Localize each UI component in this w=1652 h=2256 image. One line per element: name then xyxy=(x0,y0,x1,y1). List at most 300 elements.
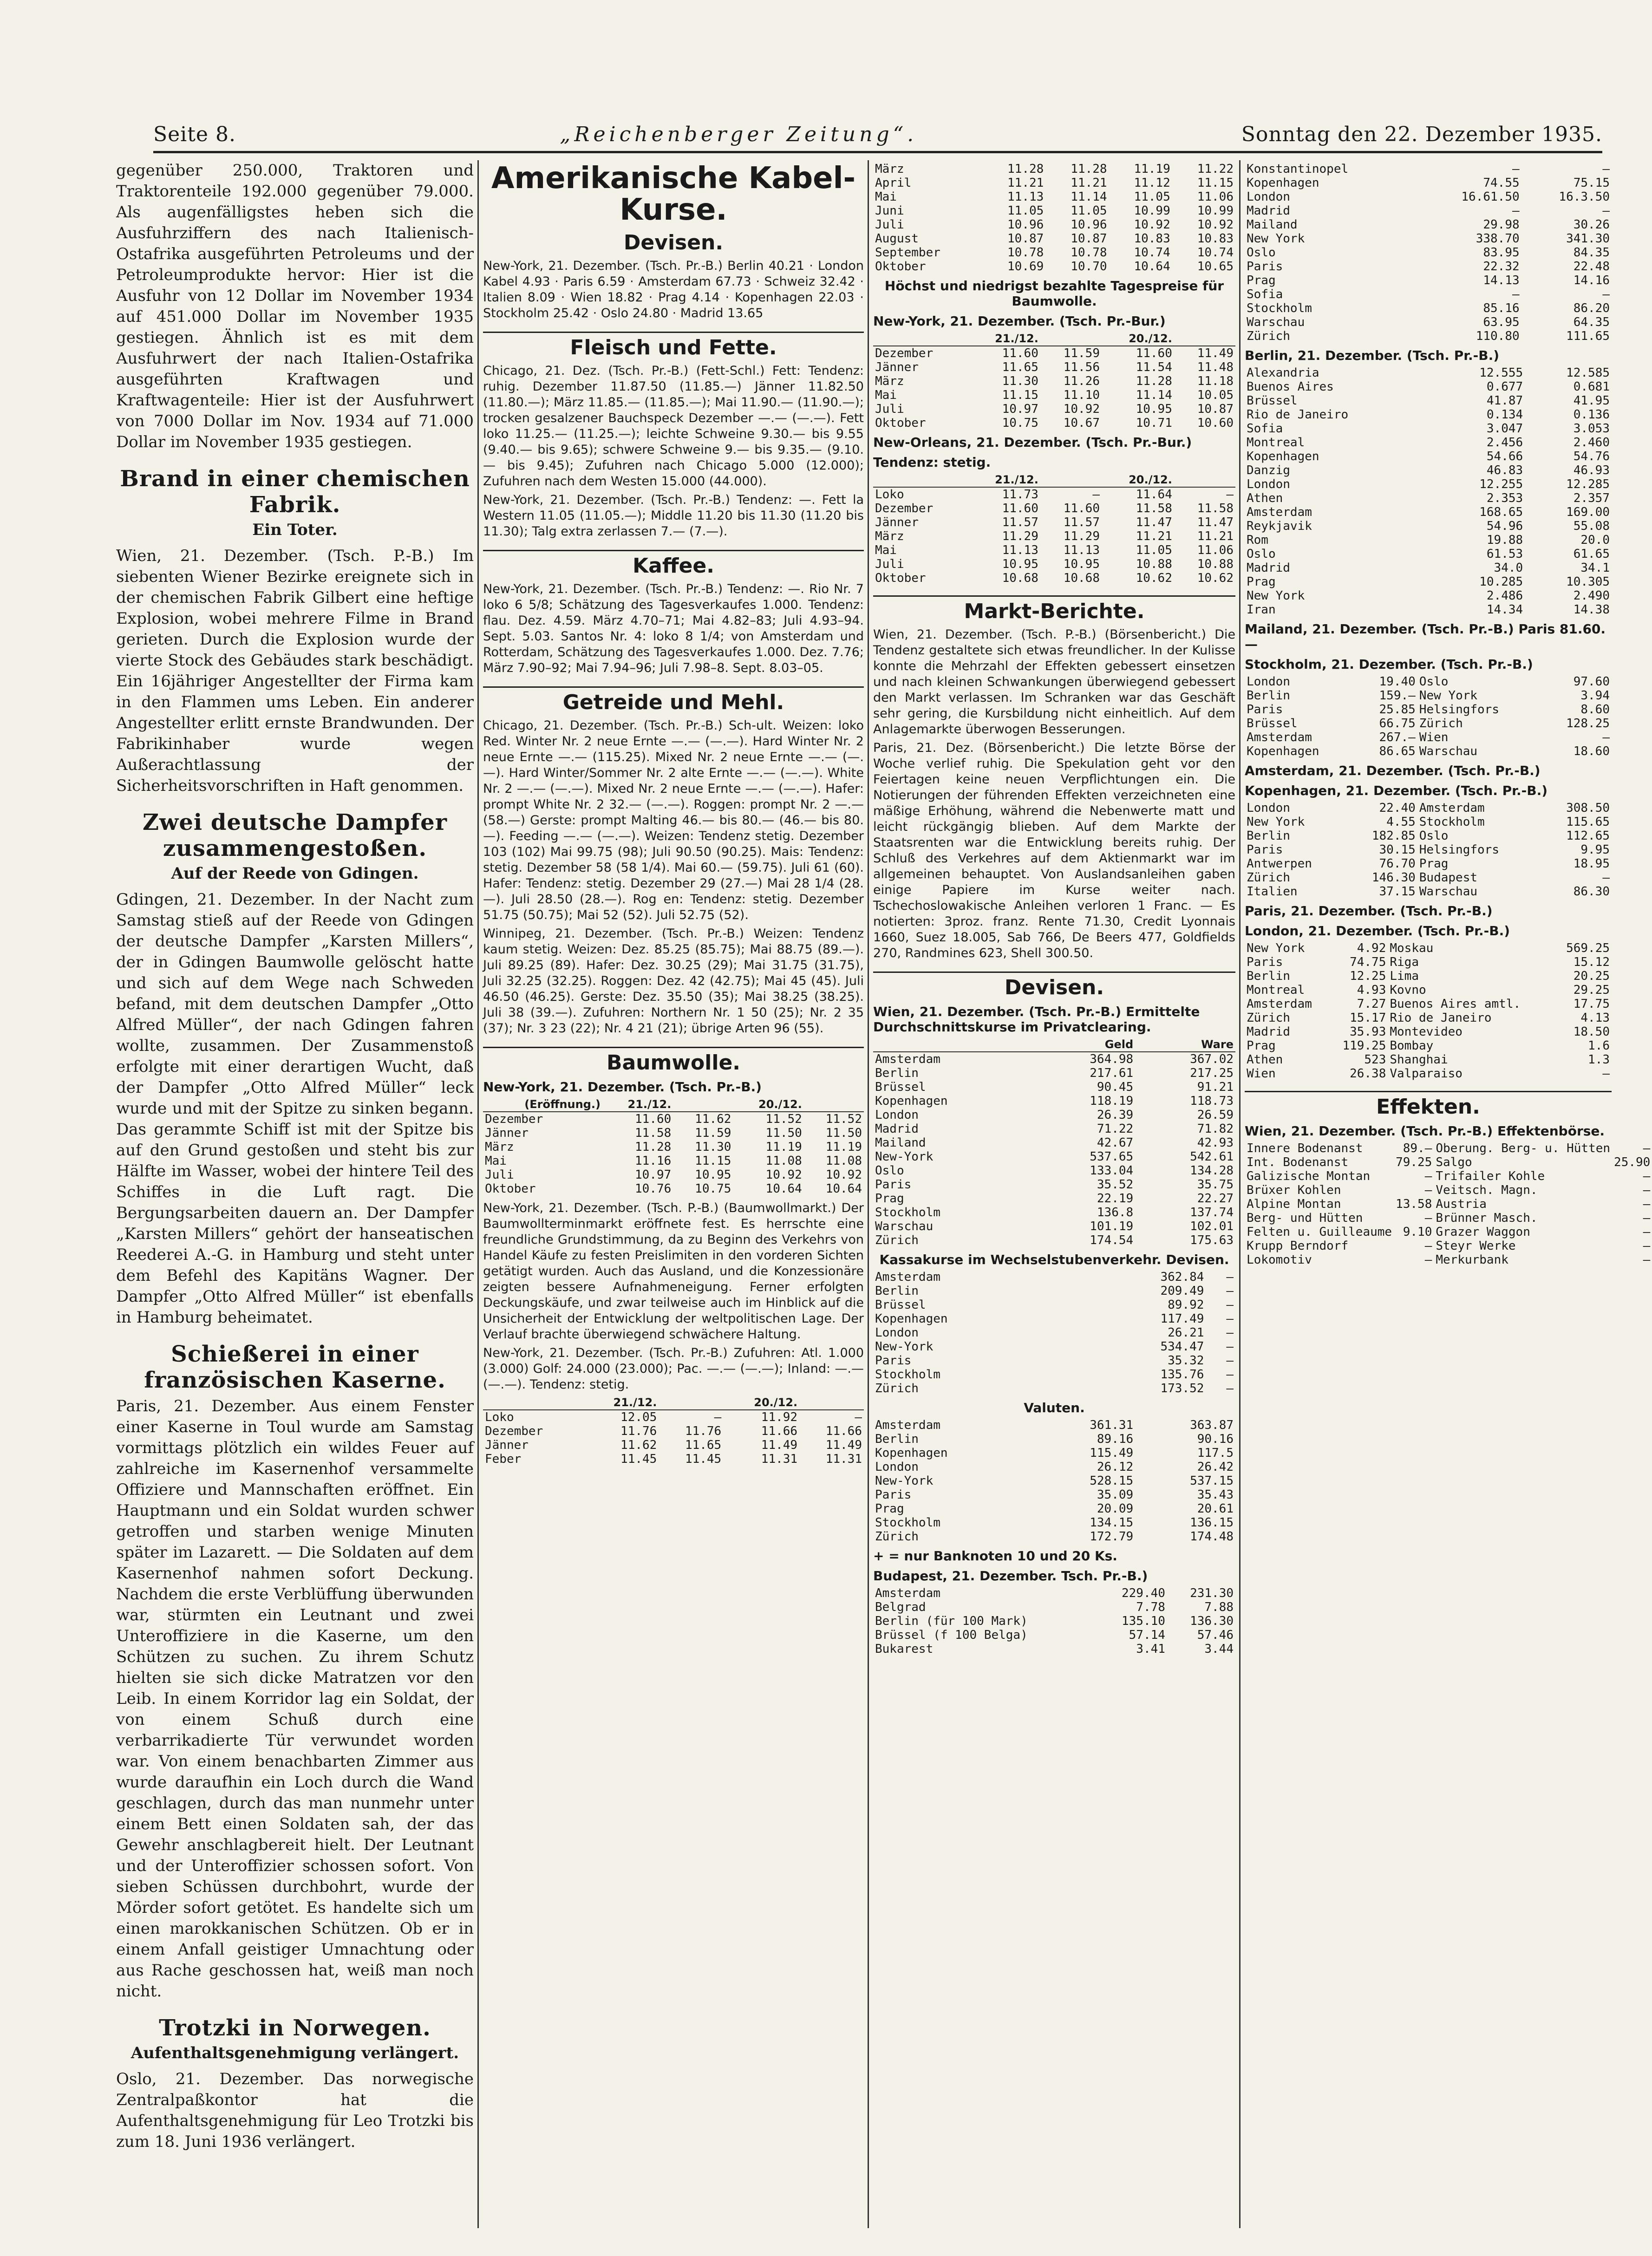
table-row xyxy=(1245,1183,1652,1197)
quote-value: 308.50 xyxy=(1566,801,1610,815)
quote-value: — xyxy=(855,1410,862,1424)
quote-value: 11.28 xyxy=(1071,162,1107,176)
quote-value: 14.38 xyxy=(1573,603,1610,617)
quote-value: 0.677 xyxy=(1486,380,1523,394)
quote-value: 11.58 xyxy=(635,1126,672,1140)
quote-value: 11.73 xyxy=(1002,488,1038,502)
quote-value: 11.14 xyxy=(1136,388,1172,402)
row-label: Madrid xyxy=(875,1122,919,1136)
table-row xyxy=(873,1298,1235,1312)
row-label: Madrid xyxy=(1247,204,1290,218)
quote-value: 11.60 xyxy=(1002,346,1038,360)
row-label: Kopenhagen xyxy=(1247,176,1319,190)
quote-value: 136.30 xyxy=(1190,1614,1234,1628)
table-row xyxy=(1245,744,1612,758)
row-label: Bukarest xyxy=(875,1642,934,1656)
row-label: London xyxy=(875,1326,919,1340)
column-header: 21./12. xyxy=(968,332,1040,346)
row-label: Madrid xyxy=(1247,1025,1290,1039)
quote-value: 11.50 xyxy=(825,1126,862,1140)
quote-value: 10.76 xyxy=(635,1182,672,1196)
quote-value: 0.136 xyxy=(1573,408,1610,422)
table-row xyxy=(1245,329,1612,343)
quote-value: 14.13 xyxy=(1483,274,1520,287)
section-markt: Markt-Berichte. xyxy=(873,595,1235,623)
row-label: Berg- und Hütten xyxy=(1247,1211,1363,1225)
row-label: Mailand xyxy=(1247,218,1298,232)
row-label: Zürich xyxy=(875,1530,919,1544)
quote-value: 174.54 xyxy=(1090,1233,1134,1247)
row-label: Juli xyxy=(875,402,904,416)
row-label: Warschau xyxy=(875,1219,934,1233)
row-label: Madrid xyxy=(1247,561,1290,575)
quote-value: 267.— xyxy=(1379,730,1416,744)
table-row xyxy=(873,388,1235,402)
table-row xyxy=(873,1178,1235,1192)
table-row xyxy=(873,1312,1235,1326)
column-header xyxy=(659,1395,723,1410)
table-row xyxy=(1245,519,1612,533)
quote-value: 11.06 xyxy=(1197,190,1234,204)
table-row xyxy=(873,502,1235,515)
quote-value: 11.49 xyxy=(825,1438,862,1452)
quote-value: 523 xyxy=(1364,1053,1386,1067)
quote-value: 11.60 xyxy=(635,1112,672,1126)
quote-value: 10.92 xyxy=(765,1168,802,1182)
quote-value: 117.49 xyxy=(1160,1312,1204,1326)
baumwolle-zufuhren: New-York, 21. Dezember. (Tsch. Pr.-B.) Zufuhren: Atl. 1.000 (3.000) Golf: 24.000 (23.000); Pac. —.— (—.—); Inland: —.— (—.—). Tendenz: stetig. xyxy=(483,1346,864,1392)
row-label: New York xyxy=(1247,941,1305,955)
row-label: Zürich xyxy=(1247,871,1290,885)
quote-value: 9.95 xyxy=(1580,843,1610,857)
table-row xyxy=(1245,162,1612,176)
row-label: Innere Bodenanst xyxy=(1247,1141,1363,1155)
table-row xyxy=(1245,829,1612,843)
quote-value: 2.357 xyxy=(1573,491,1610,505)
table-row xyxy=(1245,689,1612,703)
quote-value: 55.08 xyxy=(1573,519,1610,533)
quote-value: 18.95 xyxy=(1573,857,1610,871)
column-cable-rates xyxy=(483,160,864,2228)
row-label: London xyxy=(1247,675,1290,689)
quote-value: 46.83 xyxy=(1486,463,1523,477)
quote-value: 10.78 xyxy=(1007,246,1044,260)
valuten-table xyxy=(873,1418,1235,1544)
row-label: Jänner xyxy=(485,1438,529,1452)
row-label: Galizische Montan xyxy=(1247,1169,1371,1183)
table-row xyxy=(873,218,1235,232)
quote-value: 57.46 xyxy=(1197,1628,1234,1642)
quote-value: 63.95 xyxy=(1483,315,1520,329)
table-row xyxy=(873,260,1235,274)
ny-cotton-table xyxy=(873,332,1235,430)
quote-value: 11.13 xyxy=(1007,190,1044,204)
column-header xyxy=(873,473,968,487)
table-row xyxy=(1245,477,1612,491)
column-header: 21./12. xyxy=(968,473,1040,487)
quote-value: — xyxy=(1226,1340,1234,1354)
table-row xyxy=(1245,436,1612,450)
newspaper-title: „Reichenberger Zeitung“. xyxy=(560,123,918,146)
quote-value: 2.456 xyxy=(1486,436,1523,450)
quote-value: 134.28 xyxy=(1190,1164,1234,1178)
row-label: September xyxy=(875,246,940,260)
quote-value: 46.93 xyxy=(1573,463,1610,477)
table-row xyxy=(1245,603,1612,617)
quote-value: 172.79 xyxy=(1090,1530,1134,1544)
table-row xyxy=(1245,561,1612,575)
quote-value: 10.78 xyxy=(1071,246,1107,260)
quote-value: 112.65 xyxy=(1566,829,1610,843)
row-label: New York xyxy=(1247,589,1305,603)
article-body-fire: Wien, 21. Dezember. (Tsch. P.-B.) Im siebenten Wiener Bezirke ereignete sich in der chemischen Fabrik Gilbert eine heftige Explosion, wobei mehrere Filme in Brand gerieten. Durch die Explosion wurde der vierte Stock des Gebäudes stark beschädigt. Ein 16jähriger Angestellter der Firma kam in den Flammen ums Leben. Ein anderer Angestellter erlitt ernste Brandwunden. Der Fabrikinhaber wurde wegen Außerachtlassung der Sicherheitsvorschriften in Haft genommen. xyxy=(116,547,474,795)
quote-value: 19.88 xyxy=(1486,533,1523,547)
article-title-trotzki: Trotzki in Norwegen. xyxy=(159,2015,431,2041)
row-label: Veitsch. Magn. xyxy=(1436,1183,1538,1197)
row-label: Brüssel xyxy=(875,1080,926,1094)
quote-value: 1.6 xyxy=(1588,1039,1610,1053)
quote-value: 11.60 xyxy=(1063,502,1100,515)
quote-value: 90.45 xyxy=(1097,1080,1134,1094)
row-label: Dezember xyxy=(875,346,934,360)
quote-value: 11.48 xyxy=(1197,360,1234,374)
row-label: New York xyxy=(1419,689,1478,703)
quote-value: 10.87 xyxy=(1071,232,1107,246)
table-row xyxy=(873,1219,1235,1233)
table-row xyxy=(1245,190,1612,204)
quote-value: 364.98 xyxy=(1090,1052,1134,1066)
quote-value: 11.28 xyxy=(1136,374,1172,388)
quote-value: 11.15 xyxy=(1197,176,1234,190)
quote-value: 11.19 xyxy=(825,1140,862,1154)
table-row xyxy=(1245,1169,1652,1183)
row-label: Loko xyxy=(485,1410,514,1424)
valuten-heading: Valuten. xyxy=(1024,1400,1085,1415)
table-row xyxy=(1245,1225,1652,1239)
table-row xyxy=(873,1206,1235,1219)
quote-value: 79.25 xyxy=(1396,1155,1432,1169)
neworleans-heading: New-Orleans, 21. Dezember. (Tsch. Pr.-Bur.) xyxy=(873,435,1192,450)
column-header xyxy=(1174,332,1235,346)
row-label: Zürich xyxy=(875,1233,919,1247)
column-header: 21./12. xyxy=(582,1395,659,1410)
row-label: März xyxy=(875,374,904,388)
quote-value: 20.09 xyxy=(1097,1502,1134,1516)
quote-value: 11.13 xyxy=(1063,543,1100,557)
quote-value: 34.1 xyxy=(1580,561,1610,575)
section-devisen: Devisen. xyxy=(623,231,724,254)
quote-value: 86.65 xyxy=(1379,744,1416,758)
row-label: Alexandria xyxy=(1247,366,1319,380)
quote-value: 10.62 xyxy=(1197,571,1234,585)
row-label: Jänner xyxy=(875,515,919,529)
table-row xyxy=(873,374,1235,388)
quote-value: 12.25 xyxy=(1350,969,1386,983)
row-label: Sofia xyxy=(1247,422,1283,436)
table-row xyxy=(1245,547,1612,561)
table-row xyxy=(1245,422,1612,436)
quote-value: 74.75 xyxy=(1350,955,1386,969)
row-label: Oslo xyxy=(1419,829,1449,843)
wien-devisen-heading: Wien, 21. Dezember. (Tsch. Pr.-B.) Ermittelte Durchschnittskurse im Privatclearing. xyxy=(873,1004,1200,1035)
row-label: Zürich xyxy=(1419,717,1463,730)
column-divider xyxy=(1239,160,1241,2228)
quote-value: 10.99 xyxy=(1197,204,1234,218)
quote-value: 11.22 xyxy=(1197,162,1234,176)
quote-value: 3.41 xyxy=(1136,1642,1165,1656)
table-row xyxy=(873,1432,1235,1446)
quote-value: 367.02 xyxy=(1190,1052,1234,1066)
table-row xyxy=(1245,1253,1652,1267)
row-label: New York xyxy=(1247,815,1305,829)
column-header: 20./12. xyxy=(1102,473,1174,487)
quote-value: 42.93 xyxy=(1197,1136,1234,1150)
table-row xyxy=(1245,246,1612,260)
quote-value: 20.0 xyxy=(1580,533,1610,547)
row-label: Oslo xyxy=(1247,246,1276,260)
row-label: Athen xyxy=(1247,491,1283,505)
quote-value: 11.08 xyxy=(765,1154,802,1168)
table-row xyxy=(1245,366,1612,380)
quote-value: — xyxy=(714,1410,722,1424)
table-row xyxy=(1245,941,1612,955)
quote-value: 12.555 xyxy=(1479,366,1523,380)
column-header xyxy=(873,1037,1035,1052)
row-label: Mai xyxy=(875,190,897,204)
effekten-heading: Wien, 21. Dezember. (Tsch. Pr.-B.) Effektenbörse. xyxy=(1245,1123,1605,1139)
quote-value: — xyxy=(1226,1382,1234,1395)
baumwolle-heading: New-York, 21. Dezember. (Tsch. Pr.-B.) xyxy=(483,1079,762,1095)
table-row xyxy=(1245,1053,1612,1067)
row-label: Loko xyxy=(875,488,904,502)
row-label: Oslo xyxy=(875,1164,904,1178)
table-row xyxy=(483,1154,864,1168)
quote-value: 11.76 xyxy=(620,1424,657,1438)
row-label: London xyxy=(1247,477,1290,491)
table-row xyxy=(1245,1155,1652,1169)
quote-value: 35.43 xyxy=(1197,1488,1234,1502)
quote-value: 91.21 xyxy=(1197,1080,1234,1094)
table-row xyxy=(1245,969,1612,983)
row-label: Oktober xyxy=(875,571,926,585)
quote-value: 20.25 xyxy=(1573,969,1610,983)
quote-value: 10.305 xyxy=(1566,575,1610,589)
row-label: Zürich xyxy=(1247,1011,1290,1025)
table-row xyxy=(1245,955,1612,969)
quote-value: 34.0 xyxy=(1494,561,1523,575)
row-label: Montevideo xyxy=(1390,1025,1463,1039)
row-label: Steyr Werke xyxy=(1436,1239,1516,1253)
budapest-heading: Budapest, 21. Dezember. Tsch. Pr.-B.) xyxy=(873,1568,1148,1584)
table-row xyxy=(1245,801,1612,815)
row-label: Alpine Montan xyxy=(1247,1197,1341,1211)
row-label: Amsterdam xyxy=(875,1270,940,1284)
table-row xyxy=(873,1628,1235,1642)
table-row xyxy=(873,346,1235,360)
table-header-row xyxy=(873,473,1235,487)
row-label: Buenos Aires amtl. xyxy=(1390,997,1521,1011)
quote-value: 528.15 xyxy=(1090,1474,1134,1488)
table-row xyxy=(873,1382,1235,1395)
quote-value: 9.10 xyxy=(1403,1225,1432,1239)
quote-value: 110.80 xyxy=(1476,329,1520,343)
row-label: Dezember xyxy=(485,1112,543,1126)
quote-value: 8.60 xyxy=(1580,703,1610,717)
quote-value: — xyxy=(1643,1225,1651,1239)
quote-value: 217.61 xyxy=(1090,1066,1134,1080)
row-label: Amsterdam xyxy=(875,1052,940,1066)
table-row xyxy=(1245,575,1612,589)
quote-value: 11.30 xyxy=(1002,374,1038,388)
quote-value: 42.67 xyxy=(1097,1136,1134,1150)
quote-value: 10.64 xyxy=(765,1182,802,1196)
table-row xyxy=(873,1270,1235,1284)
kassa-table xyxy=(873,1270,1235,1395)
quote-value: 11.66 xyxy=(761,1424,798,1438)
quote-value: — xyxy=(1602,871,1610,885)
row-label: Italien xyxy=(1247,885,1298,899)
quote-value: 90.16 xyxy=(1197,1432,1234,1446)
quote-value: 29.98 xyxy=(1483,218,1520,232)
quote-value: 11.05 xyxy=(1007,204,1044,218)
column-header: 20./12. xyxy=(723,1395,799,1410)
table-row xyxy=(1245,1141,1652,1155)
quote-value: 11.21 xyxy=(1007,176,1044,190)
quote-value: 10.05 xyxy=(1197,388,1234,402)
quote-value: 76.70 xyxy=(1379,857,1416,871)
quote-value: 4.13 xyxy=(1580,1011,1610,1025)
quote-value: — xyxy=(1643,1211,1651,1225)
baumwolle-report: New-York, 21. Dezember. (Tsch. P.-B.) (Baumwollmarkt.) Der Baumwollterminmarkt eröffnete fest. Es herrschte eine freundliche Grundstimmung, da zu Beginn des Verkehrs von Handel Käufe zu festen Preislimiten in den vorderen Sichten getätigt wurden. Auch das Ausland, und die Konzessionäre zeigten bessere Aufnahmeneigung. Ferner erfolgten Deckungskäufe, und zwar teilweise auch im Hinblick auf die Unsicherheit der Entwicklung der weltpolitischen Lage. Der Verlauf brachte überwiegend schwächere Haltung. xyxy=(483,1201,864,1342)
row-label: Brüssel (f 100 Belga) xyxy=(875,1628,1028,1642)
row-label: Berlin xyxy=(875,1066,919,1080)
quote-value: 119.25 xyxy=(1342,1039,1386,1053)
quote-value: 111.65 xyxy=(1566,329,1610,343)
row-label: Prag xyxy=(1247,274,1276,287)
quote-value: 217.25 xyxy=(1190,1066,1234,1080)
stockholm-table xyxy=(1245,675,1612,758)
stockholm-heading: Stockholm, 21. Dezember. (Tsch. Pr.-B.) xyxy=(1245,657,1533,672)
quote-value: 89.— xyxy=(1403,1141,1432,1155)
fleisch-chicago: Chicago, 21. Dez. (Tsch. Pr.-B.) (Fett-Schl.) Fett: Tendenz: ruhig. Dezember 11.87.50 (11.85.—) Jänner 11.82.50 (11.80.—); März 11.85.— (11.85.—); Mai 11.90.— (11.90.—); trocken gesalzener Bauchspeck Dezember —.— (—.—). Fett loko 11.25.— (11.25.—); leichte Schweine 9.30.— bis 9.55 (9.40.— bis 9.65); schwere Schweine 9.— bis 9.35.— (9.10.— bis 9.45); Zufuhren nach Chicago 5.000 (12.000); Zufuhren nach dem Westen 15.000 (44.000). xyxy=(483,364,864,489)
quote-value: — xyxy=(1424,1253,1432,1267)
table-row xyxy=(873,1460,1235,1474)
table-row xyxy=(873,1642,1235,1656)
row-label: Riga xyxy=(1390,955,1419,969)
article-body-trotzki: Oslo, 21. Dezember. Das norwegische Zentralpaßkontor hat die Aufenthaltsgenehmigung für Leo Trotzki bis zum 18. Juni 1936 verlängert. xyxy=(116,2070,474,2151)
quote-value: 35.32 xyxy=(1168,1354,1204,1368)
row-label: Rio de Janeiro xyxy=(1247,408,1349,422)
row-label: Brüssel xyxy=(1247,394,1298,408)
kassa-heading: Kassakurse im Wechselstubenverkehr. Devisen. xyxy=(879,1252,1229,1267)
quote-value: — xyxy=(1602,730,1610,744)
table-row xyxy=(873,204,1235,218)
table-row xyxy=(873,1614,1235,1628)
quote-value: 229.40 xyxy=(1122,1586,1165,1600)
table-row xyxy=(483,1168,864,1182)
row-label: Paris xyxy=(1247,703,1283,717)
table-header-row xyxy=(873,1037,1235,1052)
row-label: Int. Bodenanst xyxy=(1247,1155,1349,1169)
row-label: Austria xyxy=(1436,1197,1487,1211)
section-kaffee: Kaffee. xyxy=(483,550,864,578)
quote-value: 135.76 xyxy=(1160,1368,1204,1382)
table-row xyxy=(873,1066,1235,1080)
column-header xyxy=(673,1097,733,1112)
row-label: Sofia xyxy=(1247,287,1283,301)
quote-value: 11.54 xyxy=(1136,360,1172,374)
row-label: Buenos Aires xyxy=(1247,380,1334,394)
row-label: Berlin (für 100 Mark) xyxy=(875,1614,1028,1628)
quote-value: 11.60 xyxy=(1136,346,1172,360)
row-label: Prag xyxy=(1247,1039,1276,1053)
quote-value: 11.65 xyxy=(1002,360,1038,374)
page-header xyxy=(153,118,1602,146)
quote-value: 10.83 xyxy=(1134,232,1170,246)
quote-value: 61.65 xyxy=(1573,547,1610,561)
table-row xyxy=(873,543,1235,557)
quote-value: 10.95 xyxy=(1063,557,1100,571)
quote-value: — xyxy=(1092,488,1100,502)
row-label: März xyxy=(485,1140,514,1154)
row-label: Amsterdam xyxy=(1419,801,1485,815)
quote-value: 11.56 xyxy=(1063,360,1100,374)
table-row xyxy=(873,1418,1235,1432)
article-title-shooting: Schießerei in einer französischen Kaserne. xyxy=(144,1341,446,1393)
table-row xyxy=(873,1586,1235,1600)
quote-value: 362.84 xyxy=(1160,1270,1204,1284)
column-market xyxy=(873,160,1235,2228)
london-heading: London, 21. Dezember. (Tsch. Pr.-B.) xyxy=(1245,923,1510,939)
berlin-table xyxy=(1245,366,1612,617)
quote-value: 135.10 xyxy=(1122,1614,1165,1628)
quote-value: 11.12 xyxy=(1134,176,1170,190)
table-row xyxy=(483,1438,864,1452)
quote-value: 2.353 xyxy=(1486,491,1523,505)
quote-value: 118.19 xyxy=(1090,1094,1134,1108)
column-header: 21./12. xyxy=(602,1097,673,1112)
table-row xyxy=(873,402,1235,416)
quote-value: 26.21 xyxy=(1168,1326,1204,1340)
quote-value: 11.50 xyxy=(765,1126,802,1140)
quote-value: 17.75 xyxy=(1573,997,1610,1011)
quote-value: 3.053 xyxy=(1573,422,1610,436)
quote-value: 10.92 xyxy=(1063,402,1100,416)
quote-value: — xyxy=(1643,1253,1651,1267)
row-label: Paris xyxy=(875,1354,912,1368)
quote-value: 89.92 xyxy=(1168,1298,1204,1312)
quote-value: 231.30 xyxy=(1190,1586,1234,1600)
table-row xyxy=(1245,1039,1612,1053)
row-label: London xyxy=(1247,190,1290,204)
table-row xyxy=(1245,260,1612,274)
row-label: Amsterdam xyxy=(875,1586,940,1600)
section-devisen-2: Devisen. xyxy=(873,972,1235,999)
row-label: Bombay xyxy=(1390,1039,1434,1053)
quote-value: 25.90 xyxy=(1614,1155,1651,1169)
table-row xyxy=(873,1136,1235,1150)
quote-value: 3.44 xyxy=(1204,1642,1234,1656)
quote-value: 136.8 xyxy=(1097,1206,1134,1219)
row-label: New York xyxy=(1247,232,1305,246)
quote-value: 13.58 xyxy=(1396,1197,1432,1211)
row-label: Rio de Janeiro xyxy=(1390,1011,1492,1025)
row-label: Stockholm xyxy=(875,1368,940,1382)
row-label: Stockholm xyxy=(875,1206,940,1219)
column-header xyxy=(799,1395,864,1410)
column-header xyxy=(873,332,968,346)
quote-value: 18.50 xyxy=(1573,1025,1610,1039)
